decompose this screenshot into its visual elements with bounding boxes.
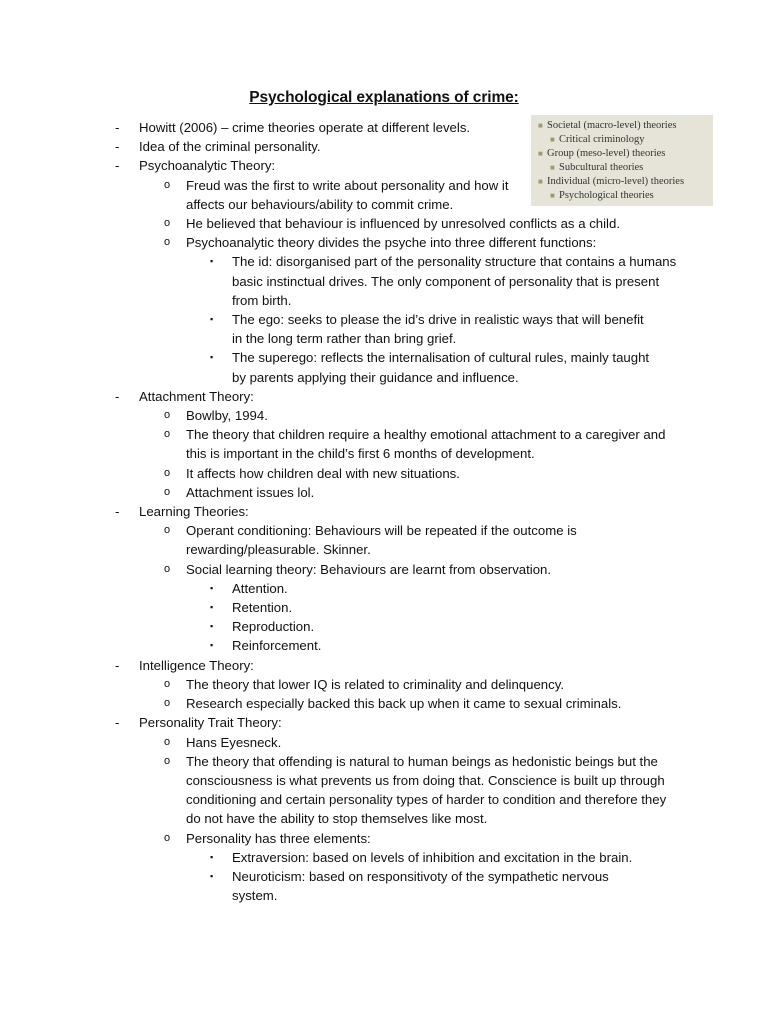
list-item-text: Personality has three elements: (186, 830, 371, 846)
list-item (115, 656, 715, 675)
bullet-icon: ■ (550, 162, 555, 172)
list-item-text: The superego: reflects the internalisation of cultural rules, mainly taught by parents applying their guidance and influence. (232, 350, 650, 385)
circle-bullet: o (164, 524, 171, 537)
list-item (115, 867, 715, 905)
figure-item (531, 189, 713, 203)
figure-item-text: Individual (micro-level) theories (547, 175, 685, 187)
square-bullet: ▪ (210, 621, 214, 632)
circle-bullet: o (164, 409, 171, 422)
list-item (115, 310, 715, 348)
square-bullet: ▪ (210, 870, 214, 881)
bullet-icon: ■ (550, 190, 555, 200)
list-item-text: The theory that offending is natural to human beings as hedonistic beings but the consciousness is what prevents us from doing that. Conscience is built up through conditioning and certain personality types of harder to condition and therefore they do not have the ability to stop themselves like most. (186, 753, 667, 827)
list-item (115, 733, 715, 752)
dash-bullet: - (115, 158, 120, 174)
list-item-text: Attention. (232, 580, 288, 596)
list-item (115, 713, 715, 732)
square-bullet: ▪ (210, 256, 214, 267)
section-heading-attachment: Attachment Theory: (139, 388, 254, 404)
list-item (115, 252, 715, 310)
list-item (115, 425, 715, 463)
circle-bullet: o (164, 178, 171, 191)
figure-item (531, 161, 713, 175)
list-item (115, 848, 715, 867)
list-item-text: Psychoanalytic theory divides the psyche into three different functions: (186, 235, 597, 251)
square-bullet: ▪ (210, 582, 214, 593)
figure-item (531, 119, 713, 133)
theory-levels-figure (531, 115, 713, 206)
list-item (115, 636, 715, 655)
list-item (115, 598, 715, 617)
section-heading-learning: Learning Theories: (139, 504, 249, 520)
list-item (115, 387, 715, 406)
circle-bullet: o (164, 428, 171, 441)
bullet-icon: ■ (538, 121, 543, 130)
dash-bullet: - (115, 504, 120, 520)
square-bullet: ▪ (210, 851, 214, 862)
square-bullet: ▪ (210, 602, 214, 613)
circle-bullet: o (164, 466, 171, 479)
list-item (115, 233, 715, 252)
list-item (115, 214, 715, 233)
circle-bullet: o (164, 831, 171, 844)
figure-item-text: Group (meso-level) theories (547, 147, 666, 159)
figure-item (531, 147, 713, 161)
list-item-text: Reproduction. (232, 619, 315, 635)
circle-bullet: o (164, 485, 171, 498)
list-item-text: The theory that children require a healthy emotional attachment to a caregiver and this is important in the child’s first 6 months of development. (186, 427, 666, 462)
list-item (115, 694, 715, 713)
circle-bullet: o (164, 754, 171, 767)
list-item-text: Idea of the criminal personality. (139, 139, 321, 155)
square-bullet: ▪ (210, 314, 214, 325)
figure-item (531, 133, 713, 147)
list-item-text: Attachment issues lol. (186, 484, 315, 500)
figure-item-text: Critical criminology (559, 133, 645, 145)
list-item-text: Extraversion: based on levels of inhibition and excitation in the brain. (232, 849, 633, 865)
dash-bullet: - (115, 388, 120, 404)
list-item-text: Research especially backed this back up when it came to sexual criminals. (186, 696, 622, 712)
circle-bullet: o (164, 562, 171, 575)
list-item-text: Howitt (2006) – crime theories operate at different levels. (139, 120, 471, 135)
list-item (115, 617, 715, 636)
list-item (115, 464, 715, 483)
figure-item-text: Societal (macro-level) theories (547, 120, 677, 131)
list-item-text: He believed that behaviour is influenced by unresolved conflicts as a child. (186, 216, 620, 232)
document-title: Psychological explanations of crime: (249, 89, 519, 106)
figure-item-text: Psychological theories (559, 189, 654, 201)
list-item-text: It affects how children deal with new situations. (186, 465, 460, 481)
list-item (115, 348, 715, 386)
bullet-icon: ■ (538, 176, 543, 186)
list-item-text: Freud was the first to write about personality and how it affects our behaviours/ability to commit crime. (186, 177, 509, 212)
square-bullet: ▪ (210, 640, 214, 651)
list-item-text: Social learning theory: Behaviours are learnt from observation. (186, 561, 552, 577)
square-bullet: ▪ (210, 352, 214, 363)
list-item-text: The theory that lower IQ is related to criminality and delinquency. (186, 676, 564, 692)
list-item (115, 521, 715, 559)
list-item (115, 560, 715, 579)
list-item (115, 483, 715, 502)
dash-bullet: - (115, 657, 120, 673)
list-item-text: The ego: seeks to please the id’s drive in realistic ways that will benefit in the long term rather than bring grief. (232, 312, 644, 347)
bullet-icon: ■ (538, 148, 543, 158)
list-item-text: Neuroticism: based on responsitivoty of the sympathetic nervous system. (232, 868, 609, 904)
circle-bullet: o (164, 217, 171, 230)
list-item-text: Bowlby, 1994. (186, 408, 268, 424)
circle-bullet: o (164, 735, 171, 748)
list-item (115, 675, 715, 694)
dash-bullet: - (115, 715, 120, 731)
circle-bullet: o (164, 236, 171, 249)
figure-item (531, 175, 713, 189)
list-item-text: Retention. (232, 600, 293, 616)
figure-item-text: Subcultural theories (559, 161, 644, 173)
circle-bullet: o (164, 677, 171, 690)
section-heading-intelligence: Intelligence Theory: (139, 657, 254, 673)
list-item-text: Operant conditioning: Behaviours will be repeated if the outcome is rewarding/pleasurable. Skinner. (186, 523, 577, 558)
section-heading-psychoanalytic: Psychoanalytic Theory: (139, 158, 276, 174)
dash-bullet: - (115, 139, 120, 155)
list-item-text: Hans Eyesneck. (186, 734, 282, 750)
dash-bullet: - (115, 120, 120, 135)
list-item-text: Reinforcement. (232, 638, 322, 654)
notes-outline (115, 118, 715, 905)
list-item-text: The id: disorganised part of the personality structure that contains a humans basic instinctual drives. The only component of personality that is present from birth. (232, 254, 677, 308)
list-item (115, 406, 715, 425)
list-item (115, 752, 715, 829)
list-item (115, 502, 715, 521)
list-item (115, 829, 715, 848)
list-item (115, 579, 715, 598)
circle-bullet: o (164, 697, 171, 710)
bullet-icon: ■ (550, 134, 555, 144)
section-heading-personality-trait: Personality Trait Theory: (139, 715, 282, 731)
